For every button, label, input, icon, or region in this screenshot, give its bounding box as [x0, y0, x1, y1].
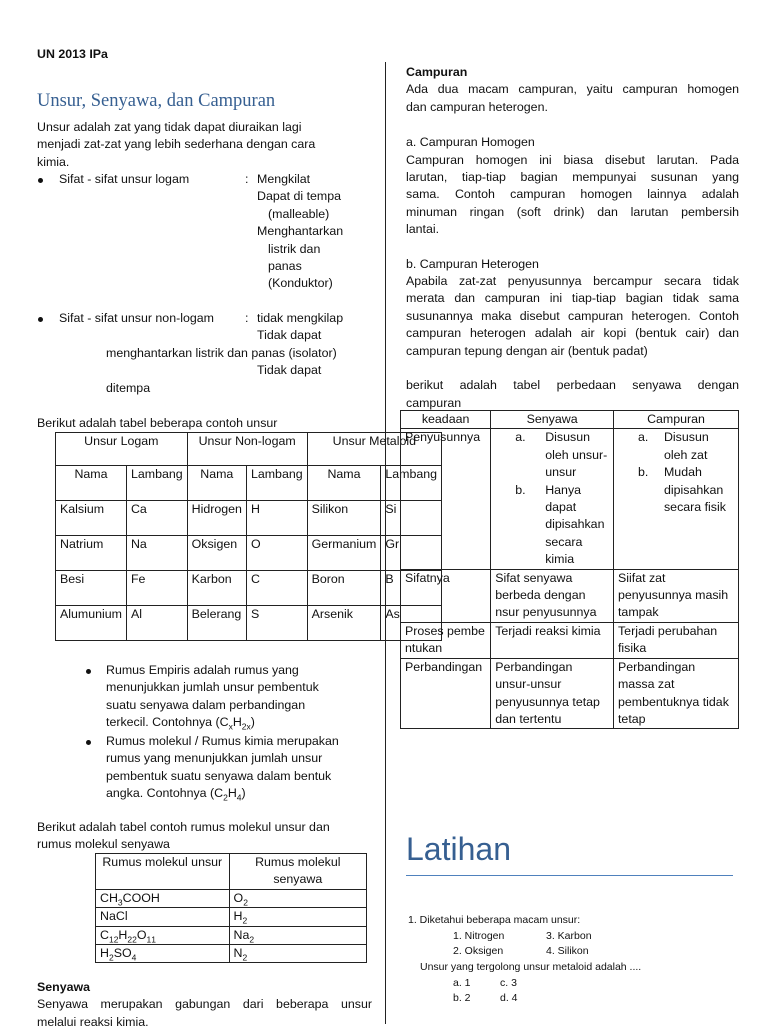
text-line: campuran tepung dengan air (bentuk padat): [406, 343, 648, 358]
table-row: [56, 501, 442, 536]
text-line: Campuran homogen ini biasa disebut larutan. Pada: [406, 152, 739, 167]
column-header: Rumus molekul senyawa: [229, 854, 366, 890]
table-cell: Ca: [126, 501, 187, 536]
section-heading: Senyawa: [37, 980, 91, 994]
list-item: b. Hanya dapat dipisahkan secara kimia: [515, 482, 605, 567]
subsection-heading: a. Campuran Homogen: [406, 135, 535, 150]
bullet-icon: [38, 178, 43, 183]
table-row: [401, 658, 739, 729]
table-row: [96, 926, 367, 944]
group-header: Unsur Non-logam: [187, 433, 307, 466]
sifat-value: listrik dan: [268, 242, 321, 256]
column-header: Senyawa: [491, 411, 614, 429]
bullet-icon: [38, 317, 43, 322]
text-line: melalui reaksi kimia.: [37, 1014, 149, 1029]
sifat-value: Tidak dapat: [257, 328, 322, 342]
text-line: dan campuran heterogen.: [406, 99, 548, 114]
molekul-table: [95, 853, 367, 963]
bullet-icon: [86, 669, 91, 674]
column-header: Lambang: [381, 466, 442, 501]
perbedaan-table: [400, 410, 739, 729]
text-line: Rumus Empiris adalah rumus yang: [106, 663, 299, 677]
text-line: menunjukkan jumlah unsur pembentuk: [106, 680, 319, 695]
row-label: Proses pembentukan: [401, 622, 491, 658]
column-header: Nama: [56, 466, 127, 501]
text-line: Senyawa merupakan gabungan dari beberapa unsur: [37, 997, 372, 1012]
heading-rule: [406, 875, 733, 876]
sifat-value: Menghantarkan: [257, 224, 344, 238]
table-row: [96, 889, 367, 907]
answer-option[interactable]: c. 3: [500, 977, 517, 989]
table-cell: Kalsium: [56, 501, 127, 536]
answer-option[interactable]: d. 4: [500, 992, 518, 1004]
table-cell: Boron: [307, 571, 381, 606]
formula-cell: $O_2$: [229, 889, 366, 907]
table-cell: Siifat zat penyusunnya masih tampak: [613, 569, 738, 622]
text-line: campuran heterogen adalah air kopi (bentuk cair) dan: [406, 326, 739, 341]
column-header: Nama: [187, 466, 246, 501]
text-line: Berikut adalah tabel contoh rumus molekul unsur dan: [37, 820, 330, 834]
sifat-logam-item: [37, 171, 372, 296]
formula-cell: $C_{12}H_{22}O_{11}$: [96, 926, 230, 944]
text-line: rumus yang menunjukkan jumlah unsur: [106, 751, 323, 766]
table-caption-line: campuran: [406, 395, 462, 410]
table-cell: Si: [381, 501, 442, 536]
answer-option[interactable]: a. 1: [453, 977, 471, 989]
column-header: Campuran: [613, 411, 738, 429]
latihan-heading: Latihan: [406, 831, 511, 867]
unsur-table-caption: Berikut adalah tabel beberapa contoh unsur: [37, 416, 278, 430]
row-label: Penyusunnya: [401, 429, 491, 569]
sifat-value: panas: [268, 259, 302, 273]
sifat-nonlogam-label: Sifat - sifat unsur non-logam: [59, 311, 214, 325]
list-item: a. Disusun oleh zat: [637, 430, 709, 462]
table-cell: Gr: [381, 536, 442, 571]
column-header: Nama: [307, 466, 381, 501]
sifat-value: Dapat di tempa: [257, 189, 342, 203]
sifat-logam-label: Sifat - sifat unsur logam: [59, 172, 190, 186]
answer-option[interactable]: b. 2: [453, 992, 471, 1004]
table-cell: Sifat senyawa berbeda dengan nsur penyusunnya: [491, 569, 614, 622]
table-cell: Belerang: [187, 606, 246, 641]
sifat-nonlogam-item: [37, 310, 372, 400]
bullet-icon: [86, 740, 91, 745]
table-cell: Hidrogen: [187, 501, 246, 536]
campuran-section: [406, 64, 739, 412]
table-cell: H: [246, 501, 307, 536]
column-header: Lambang: [126, 466, 187, 501]
question-text: Unsur yang tergolong unsur metaloid adalah ....: [420, 961, 642, 973]
group-header: Unsur Metaloid: [307, 433, 441, 466]
list-item: b. Mudah dipisahkan secara fisik: [637, 465, 726, 515]
table-cell: Perbandingan unsur-unsur penyusunnya tetap dan tertentu: [491, 658, 614, 729]
rumus-empiris-item: [85, 662, 372, 732]
table-row: [56, 571, 442, 606]
question-item: 3. Karbon: [546, 930, 592, 942]
table-row: [401, 569, 739, 622]
text-line: terkecil. Contohnya $(C_xH_{2x})$: [106, 715, 255, 732]
subsection-heading: b. Campuran Heterogen: [406, 256, 539, 271]
column-header: Lambang: [246, 466, 307, 501]
table-cell: Karbon: [187, 571, 246, 606]
sifat-value: (Konduktor): [268, 276, 333, 290]
table-cell: Silikon: [307, 501, 381, 536]
question-item: 1. Nitrogen: [453, 930, 505, 942]
list-item: a. Disusun oleh unsur-unsur: [515, 430, 608, 480]
table-cell: Perbandingan massa zat pembentuknya tidak tetap: [613, 658, 738, 729]
intro-line: kimia.: [37, 154, 70, 169]
table-cell: Germanium: [307, 536, 381, 571]
formula-cell: $H_2$: [229, 908, 366, 926]
column-header: keadaan: [401, 411, 491, 429]
text-line: suatu senyawa dalam perbandingan: [106, 697, 306, 712]
formula-cell: NaCl: [96, 908, 230, 926]
table-cell: Besi: [56, 571, 127, 606]
text-line: pembentuk suatu senyawa dalam bentuk: [106, 768, 332, 783]
document-header: UN 2013 IPa: [37, 47, 108, 61]
text-line: minuman ringan (soft drink) dan larutan pembersih: [406, 204, 739, 219]
table-cell: Terjadi reaksi kimia: [491, 622, 614, 658]
formula-cell: $CH_3COOH$: [96, 889, 230, 907]
table-row: [56, 536, 442, 571]
intro-paragraph: [37, 119, 372, 171]
sifat-value: tidak mengkilap: [257, 311, 344, 325]
senyawa-section: [37, 979, 372, 1031]
table-caption-line: berikut adalah tabel perbedaan senyawa dengan: [406, 378, 739, 393]
table-row: [56, 606, 442, 641]
colon: :: [245, 311, 249, 325]
table-cell: C: [246, 571, 307, 606]
text-line: angka. Contohnya $(C_2H_4)$: [106, 786, 246, 803]
text-line: sama. Contoh campuran homogen lainnya adalah: [406, 187, 739, 202]
sifat-value: ditempa: [106, 381, 151, 395]
question-item: 4. Silikon: [546, 945, 589, 957]
table-cell: Oksigen: [187, 536, 246, 571]
text-line: Rumus molekul / Rumus kimia merupakan: [106, 734, 339, 748]
table-cell: Alumunium: [56, 606, 127, 641]
intro-line: menjadi zat-zat yang lebih sederhana dengan cara: [37, 137, 316, 152]
table-cell: [491, 429, 614, 569]
table-row: [401, 429, 739, 569]
sifat-value: menghantarkan listrik dan panas (isolator): [106, 346, 337, 360]
formula-cell: $H_2SO_4$: [96, 945, 230, 963]
table-cell: Natrium: [56, 536, 127, 571]
formula-cell: $Na_2$: [229, 926, 366, 944]
table-row: [401, 622, 739, 658]
group-header: Unsur Logam: [56, 433, 188, 466]
row-label: Sifatnya: [401, 569, 491, 622]
table-cell: As: [381, 606, 442, 641]
text-line: Apabila zat-zat penyusunnya bercampur secara tidak: [406, 274, 739, 289]
colon: :: [245, 172, 249, 186]
page-title: Unsur, Senyawa, dan Campuran: [37, 91, 276, 111]
text-line: lantai.: [406, 222, 440, 237]
question-item: 2. Oksigen: [453, 945, 504, 957]
text-line: susunannya maka disebut campuran heterogen. Contoh: [406, 308, 739, 323]
table-cell: S: [246, 606, 307, 641]
table-cell: Na: [126, 536, 187, 571]
text-line: merata dan campuran ini tiap-tiap bagian tidak sama: [406, 291, 739, 306]
text-line: Ada dua macam campuran, yaitu campuran homogen: [406, 82, 739, 97]
table-cell: [613, 429, 738, 569]
table-row: [96, 945, 367, 963]
intro-line: Unsur adalah zat yang tidak dapat diuraikan lagi: [37, 120, 302, 134]
sifat-value: Mengkilat: [257, 172, 311, 186]
unsur-table: [55, 432, 442, 641]
table-cell: B: [381, 571, 442, 606]
table-cell: Terjadi perubahan fisika: [613, 622, 738, 658]
sifat-value: Tidak dapat: [257, 363, 322, 377]
formula-cell: $N_2$: [229, 945, 366, 963]
text-line: larutan, tiap-tiap bagian mempunyai susunan yang: [406, 170, 739, 185]
section-heading: Campuran: [406, 65, 468, 79]
text-line: rumus molekul senyawa: [37, 837, 170, 852]
table-cell: O: [246, 536, 307, 571]
rumus-molekul-item: [85, 733, 372, 803]
row-label: Perbandingan: [401, 658, 491, 729]
sifat-value: (malleable): [268, 207, 330, 221]
column-header: Rumus molekul unsur: [96, 854, 230, 890]
table-row: [96, 908, 367, 926]
molekul-table-caption: [37, 819, 372, 854]
table-cell: Fe: [126, 571, 187, 606]
table-cell: Al: [126, 606, 187, 641]
question-stem: 1. Diketahui beberapa macam unsur:: [408, 914, 581, 926]
table-cell: Arsenik: [307, 606, 381, 641]
